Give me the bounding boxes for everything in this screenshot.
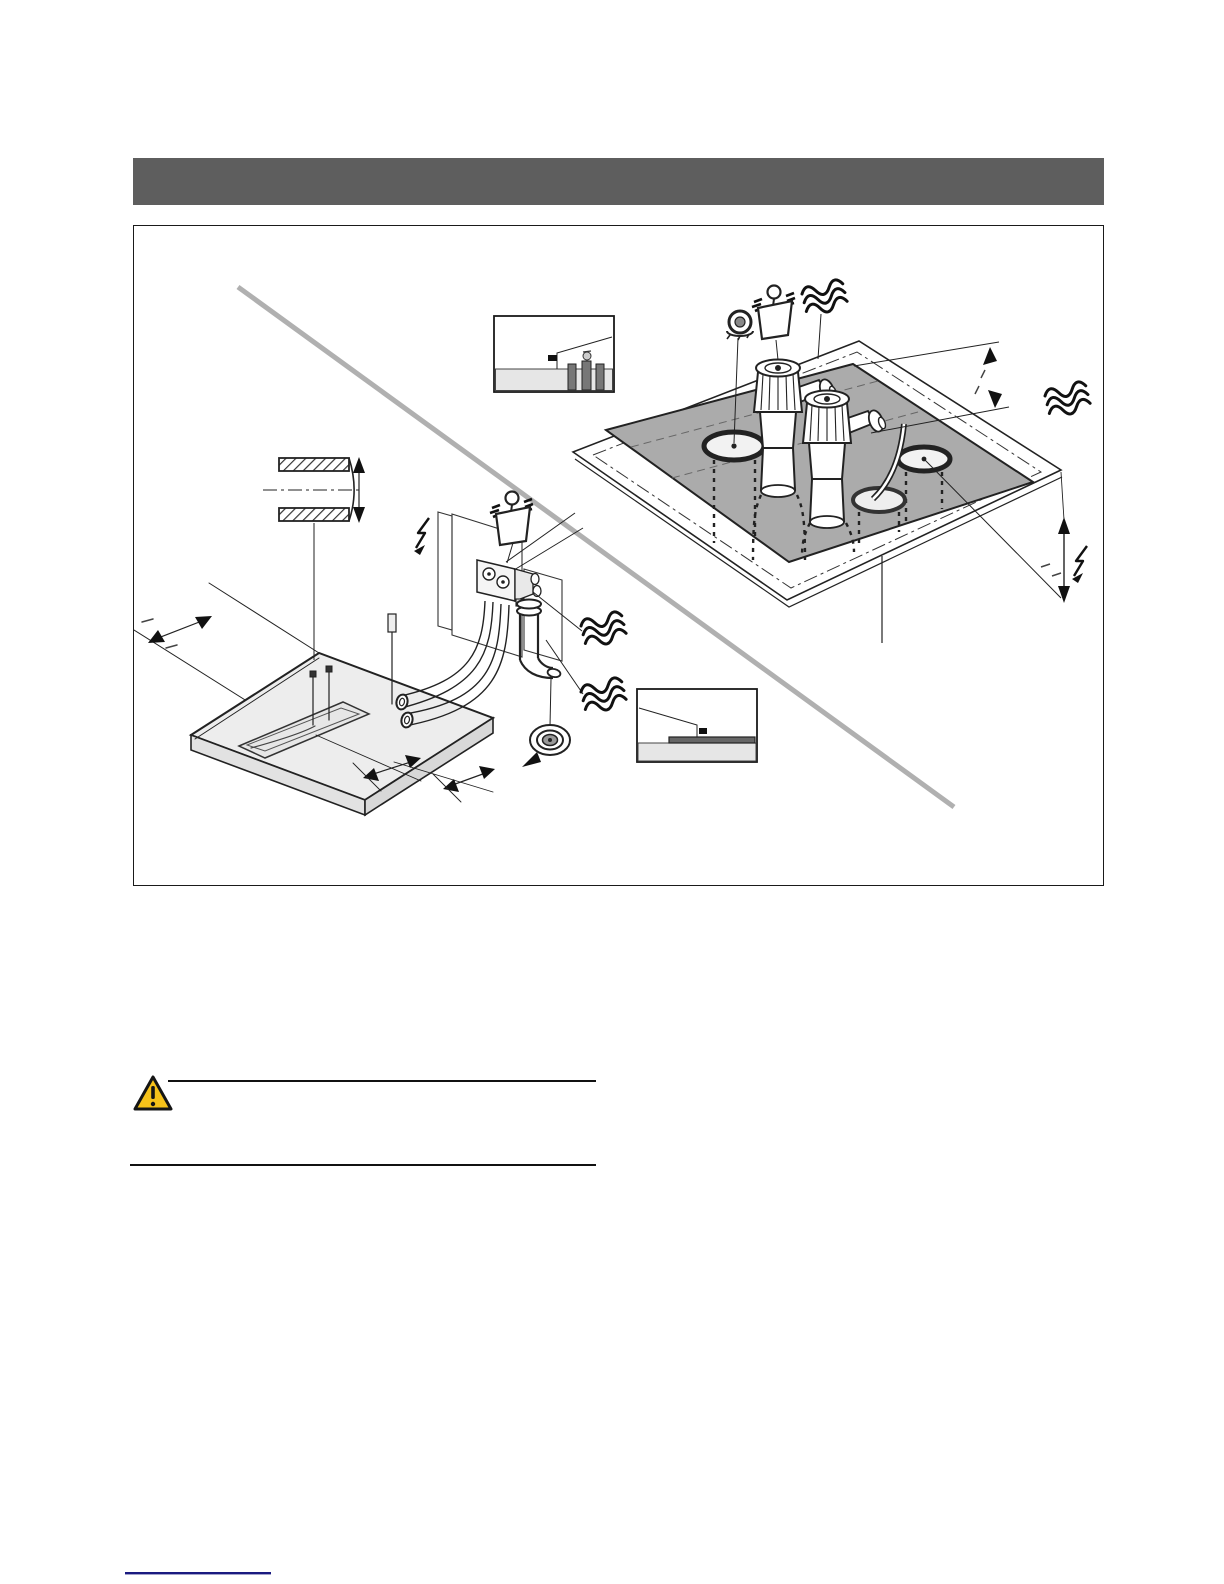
inset-detail-mat — [637, 689, 757, 762]
installation-figure — [133, 225, 1104, 886]
pipe-sleeve-detail — [263, 457, 365, 660]
insulation-waves-icon — [1044, 380, 1092, 419]
insulation-waves-icon — [801, 278, 849, 317]
installation-diagram — [134, 226, 1102, 884]
warning-note — [130, 1060, 600, 1170]
board-height-dimension — [1041, 472, 1070, 603]
insulation-waves-icon — [580, 676, 628, 715]
electric-flash-icon — [1072, 546, 1087, 583]
warning-rule-top — [168, 1080, 596, 1082]
warning-rule-bottom — [130, 1164, 596, 1166]
shower-spray-icon — [752, 286, 795, 340]
electric-flash-icon — [414, 518, 429, 555]
insulation-waves-icon — [580, 610, 628, 649]
drain-grate-icon — [522, 725, 570, 767]
footer-link[interactable] — [125, 1572, 271, 1575]
seal-ring-icon — [727, 311, 753, 340]
section-header-bar — [133, 158, 1104, 205]
inset-detail-pipe-stubs — [494, 316, 614, 392]
header-bar-fill — [133, 158, 1104, 205]
